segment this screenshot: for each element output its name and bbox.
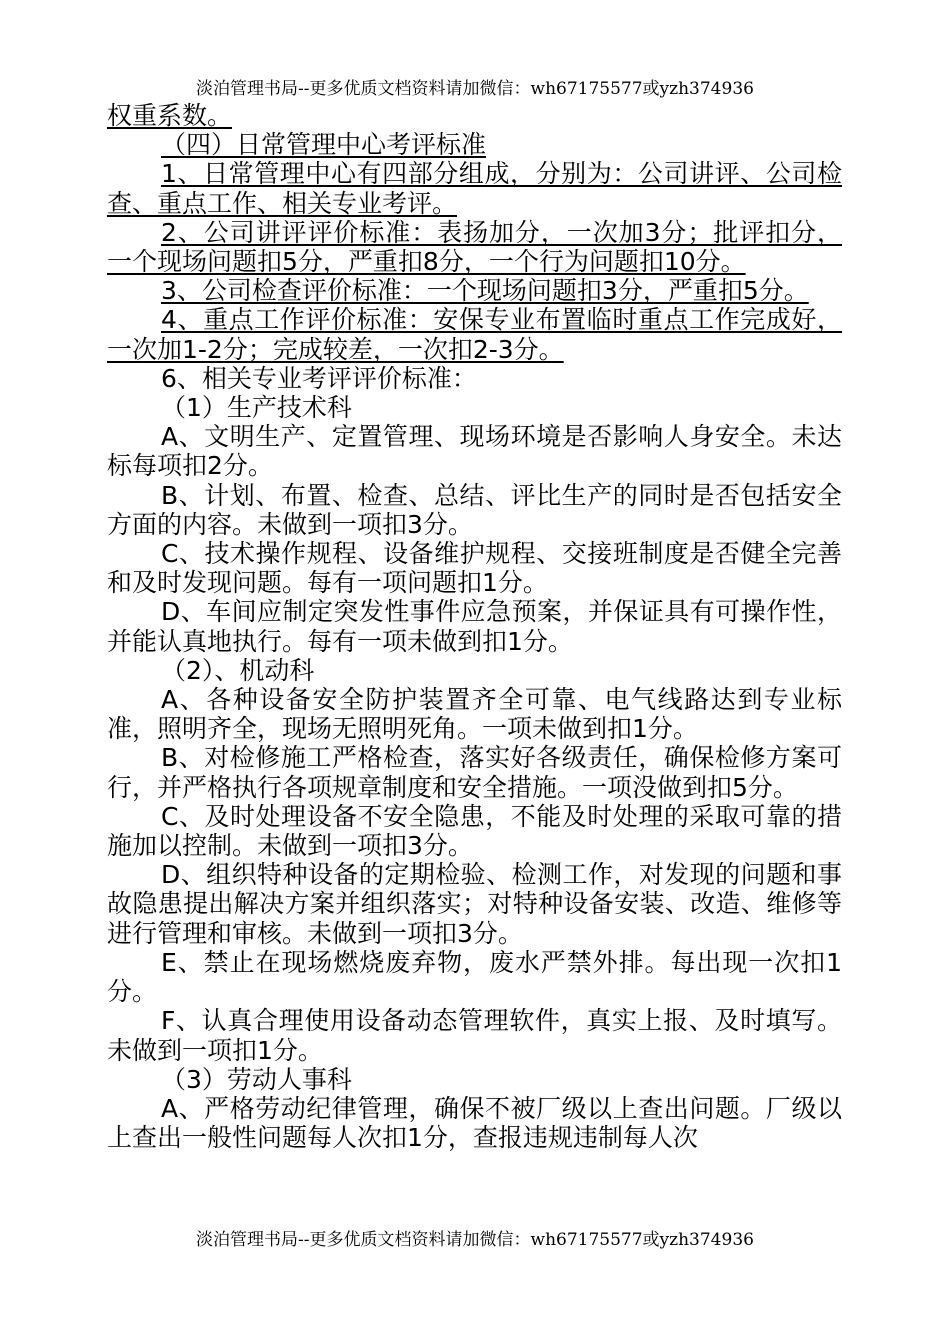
subheading-mechanical: （2）、机动科	[161, 655, 315, 685]
list-item-2d: D、组织特种设备的定期检验、检测工作，对发现的问题和事故隐患提出解决方案并组织落实；对特种设备安装、改造、维修等进行管理和审核。未做到一项扣3分。	[107, 860, 842, 948]
list-item-1b: B、计划、布置、检查、总结、评比生产的同时是否包括安全方面的内容。未做到一项扣3分。	[107, 480, 842, 539]
paragraph-item-1: 1、日常管理中心有四部分组成，分别为：公司讲评、公司检查、重点工作、相关专业考评。	[107, 159, 842, 218]
list-item-1c: C、技术操作规程、设备维护规程、交接班制度是否健全完善和及时发现问题。每有一项问题扣1分。	[107, 539, 842, 598]
paragraph-item-6: 6、相关专业考评评价标准：	[161, 363, 477, 393]
list-item-3a: A、严格劳动纪律管理，确保不被厂级以上查出问题。厂级以上查出一般性问题每人次扣1分，查报违规违制每人次	[107, 1093, 842, 1153]
list-item-2b: B、对检修施工严格检查，落实好各级责任，确保检修方案可行，并严格执行各项规章制度和安全措施。一项没做到扣5分。	[107, 743, 842, 802]
list-item-1d: D、车间应制定突发性事件应急预案，并保证具有可操作性，并能认真地执行。每有一项未做到扣1分。	[107, 597, 842, 656]
paragraph-weight-coefficient: 权重系数。	[107, 101, 233, 130]
paragraph-item-3: 3、公司检查评价标准：一个现场问题扣3分，严重扣5分。	[161, 276, 809, 306]
page-footer: 淡泊管理书局--更多优质文档资料请加微信：wh67175577或yzh374936	[196, 1230, 754, 1250]
list-item-1a: A、文明生产、定置管理、现场环境是否影响人身安全。未达标每项扣2分。	[107, 422, 842, 481]
list-item-2e: E、禁止在现场燃烧废弃物，废水严禁外排。每出现一次扣1分。	[107, 947, 842, 1007]
page-header: 淡泊管理书局--更多优质文档资料请加微信：wh67175577或yzh374936	[196, 79, 754, 99]
list-item-2a: A、各种设备安全防护装置齐全可靠、电气线路达到专业标准，照明齐全，现场无照明死角。一项未做到扣1分。	[107, 685, 842, 744]
paragraph-item-4: 4、重点工作评价标准：安保专业布置临时重点工作完成好，一次加1-2分；完成较差，一次扣2-3分。	[107, 305, 842, 364]
subheading-labor-personnel: （3）劳动人事科	[161, 1064, 352, 1094]
paragraph-item-2: 2、公司讲评评价标准：表扬加分，一次加3分；批评扣分，一个现场问题扣5分，严重扣8分，一个行为问题扣10分。	[107, 217, 842, 277]
document-body	[107, 101, 842, 1152]
section-heading-daily-management: （四）日常管理中心考评标准	[161, 130, 487, 160]
list-item-2c: C、及时处理设备不安全隐患，不能及时处理的采取可靠的措施加以控制。未做到一项扣3分。	[107, 801, 842, 861]
subheading-production-tech: （1）生产技术科	[161, 393, 352, 423]
list-item-2f: F、认真合理使用设备动态管理软件，真实上报、及时填写。未做到一项扣1分。	[107, 1006, 842, 1065]
